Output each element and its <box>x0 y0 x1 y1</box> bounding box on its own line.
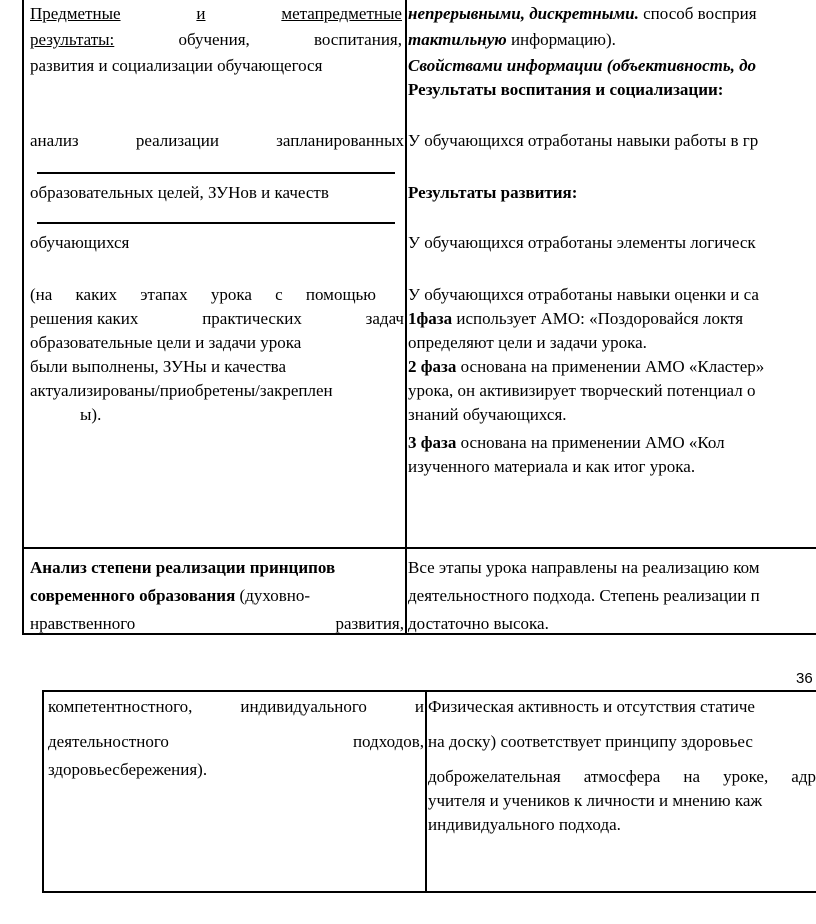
upbringing-results-heading: Результаты воспитания и социализации: <box>408 80 724 99</box>
individual-approach-line: индивидуального подхода. <box>428 815 621 834</box>
phase-2-creative-line: урока, он активизирует творческий потенциал о <box>408 381 756 400</box>
activity-approach-line: деятельностного подхода. Степень реализации п <box>408 586 760 605</box>
table-2-top-border <box>42 690 816 692</box>
self-assessment-line: У обучающихся отработаны навыки оценки и са <box>408 285 759 304</box>
table-1-column-divider <box>405 0 407 634</box>
stages-question-line-4: были выполнены, ЗУНы и качества <box>30 357 287 376</box>
phase-3-line: 3 фаза основана на применении АМО «Кол <box>408 433 725 452</box>
table-2-column-divider <box>425 690 427 892</box>
table-1-row-divider <box>22 547 816 549</box>
respect-opinion-line: учителя и учеников к личности и мнению каж <box>428 791 763 810</box>
phase-1-line: 1фаза использует АМО: «Поздоровайся локтя <box>408 309 744 328</box>
phase-2-knowledge-line: знаний обучающихся. <box>408 405 567 424</box>
results-heading-line-1: Предметные и метапредметные <box>30 4 402 23</box>
stages-question-line-1: (на каких этапах урока с помощью <box>30 285 376 304</box>
logic-elements-line: У обучающихся отработаны элементы логическ <box>408 233 756 252</box>
stages-question-line-6: ы). <box>80 405 102 424</box>
stages-question-line-3: образовательные цели и задачи урока <box>30 333 302 352</box>
results-heading-line-2: результаты: обучения, воспитания, <box>30 30 402 49</box>
development-results-heading: Результаты развития: <box>408 183 578 202</box>
table-1-left-border <box>22 0 24 634</box>
principles-heading-line-2: современного образования (духовно- <box>30 586 310 605</box>
friendly-atmosphere-line: доброжелательная атмосфера на уроке, адр <box>428 767 816 786</box>
phase-3-summary-line: изученного материала и как итог урока. <box>408 457 696 476</box>
stages-question-line-5: актуализированы/приобретены/закреплен <box>30 381 333 400</box>
phase-2-line: 2 фаза основана на применении АМО «Кластер» <box>408 357 765 376</box>
principles-heading-line-1: Анализ степени реализации принципов <box>30 558 336 577</box>
goals-line: образовательных целей, ЗУНов и качеств <box>30 183 329 202</box>
page-number: 36 <box>796 670 813 687</box>
high-degree-line: достаточно высока. <box>408 614 549 633</box>
stages-question-line-2: решения каких практических задач <box>30 309 404 328</box>
group-work-skills-line: У обучающихся отработаны навыки работы в гр <box>408 131 759 150</box>
fill-in-underline-2 <box>37 222 395 224</box>
health-saving-line: здоровьесбережения). <box>48 760 208 779</box>
health-principle-line: на доску) соответствует принципу здоровьес <box>428 732 753 751</box>
physical-activity-line: Физическая активность и отсутствия статиче <box>428 697 755 716</box>
students-line: обучающихся <box>30 233 130 252</box>
table-2-left-border <box>42 690 44 892</box>
info-forms-line: непрерывными, дискретными. способ восприя <box>408 4 757 23</box>
info-properties-line: Свойствами информации (объективность, до <box>408 56 757 75</box>
phase-1-goals-line: определяют цели и задачи урока. <box>408 333 647 352</box>
analysis-line: анализ реализации запланированных <box>30 131 404 150</box>
fill-in-underline-1 <box>37 172 395 174</box>
tactile-info-line: тактильную информацию). <box>408 30 616 49</box>
table-2-bottom-border <box>42 891 816 893</box>
results-heading-line-3: развития и социализации обучающегося <box>30 56 323 75</box>
principles-heading-line-3: нравственного развития, <box>30 614 404 633</box>
activity-line: деятельностного подходов, <box>48 732 424 751</box>
competence-line: компетентностного, индивидуального и <box>48 697 424 716</box>
competence-approach-line: Все этапы урока направлены на реализацию ком <box>408 558 760 577</box>
